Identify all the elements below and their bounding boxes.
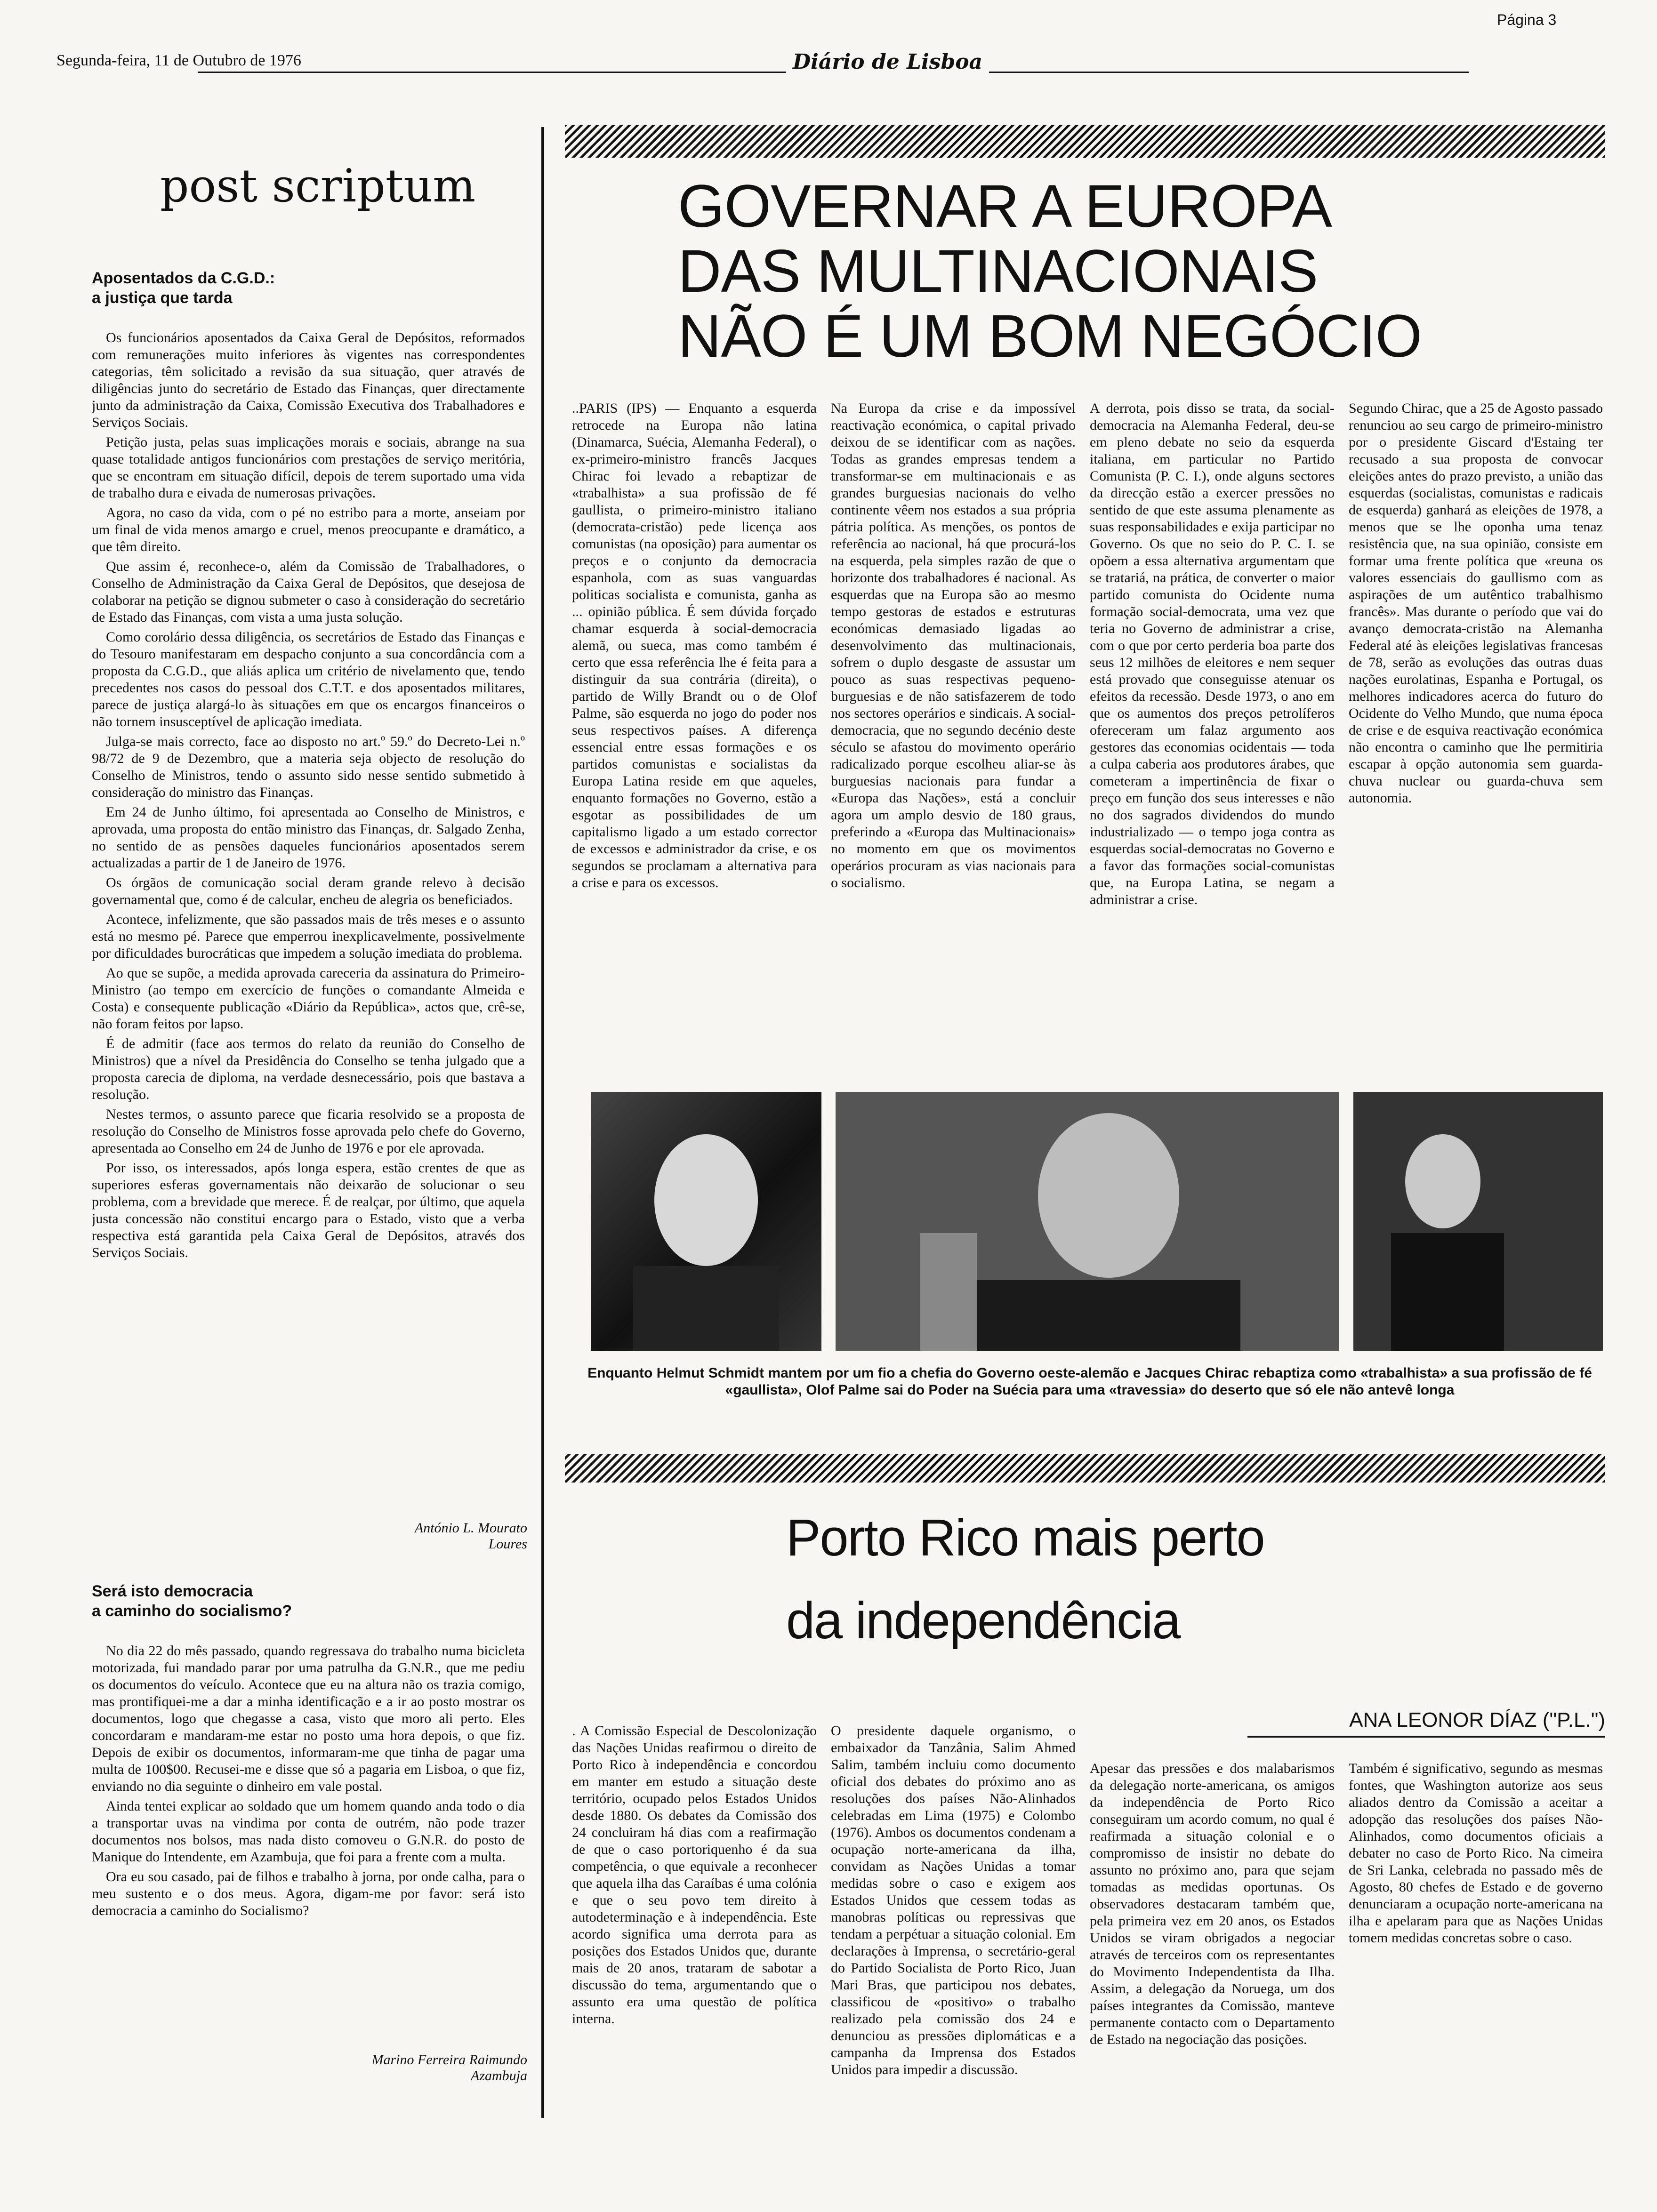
- photo-olof-palme: [1353, 1092, 1603, 1351]
- paragraph: Em 24 de Junho último, foi apresentada ao Conselho de Ministros, e aprovada, uma proposta do então ministro das Finanças, dr. Salgado Zenha, no sentido de as pensões daqueles funcionários aposentados serem actualizadas a partir de 1 de Janeiro de 1976.: [92, 804, 525, 871]
- article1-col1: ..PARIS (IPS) — Enquanto a esquerda retrocede na Europa não latina (Dinamarca, Suécia, Alemanha Federal), o ex-primeiro-ministro francês Jacques Chirac foi levado a rebaptizar de «trabalhista» a sua profissão de fé gaullista, o primeiro-ministro italiano (democrata-cristão) pede licença aos comunistas (na oposição) para aumentar os preços e o conjunto da democracia espanhola, com as suas vanguardas politicas socialista e comunista, ganha as ... opinião pública. É sem dúvida forçado chamar esquerda à social-democracia alemã, ou sueca, mas como também é certo que essa referência lhe é feita para a distinguir da sua contrária (direita), o partido de Willy Brandt ou o de Olof Palme, são esquerda no jogo do poder nos seus respectivos países. A diferença essencial entre essas formações e os partidos comunistas e socialistas da Europa Latina reside em que aqueles, enquanto formações no Governo, estão a esgotar as possibilidades de um capitalismo ligado a um estado corrector de excessos e administrador da crise, e os segundos se proclamam a alternativa para a crise e para os excessos.: [572, 401, 817, 890]
- paragraph: Ainda tentei explicar ao soldado que um homem quando anda todo o dia a transportar uvas na vindima por conta de outrém, não pode trazer documentos nos bolsos, mas nada disto comoveu o G.N.R. do posto de Manique do Intendente, em Azambuja, que foi para a frente com a multa.: [92, 1798, 525, 1865]
- post-scriptum-title: post scriptum: [160, 160, 476, 212]
- paragraph: Por isso, os interessados, após longa espera, estão crentes de que as superiores esferas governamentais não deixarão de solucionar o seu problema, com a brevidade que merece. É de realçar, por último, que aquela justa concessão não constitui encargo para o Estado, visto que a verba respectiva está garantida pela Caixa Geral de Depósitos, através dos Serviços Sociais.: [92, 1160, 525, 1260]
- paragraph: Nestes termos, o assunto parece que ficaria resolvido se a proposta de resolução do Conselho de Ministros fosse aprovada pelo chefe do Governo, apresentada ao Conselho em 24 de Junho de 1976 e por ele aprovada.: [92, 1106, 525, 1156]
- letter2-body: [92, 1643, 525, 2038]
- headline-line3: NÃO É UM BOM NEGÓCIO: [678, 303, 1422, 370]
- letter2-heading-line1: Será isto democracia: [92, 1582, 253, 1600]
- headline-line1: Porto Rico mais perto: [786, 1509, 1264, 1567]
- paragraph: Que assim é, reconhece-o, além da Comissão de Trabalhadores, o Conselho de Administração da Caixa Geral de Depósitos, que desejosa de colaborar na petição se dignou submeter o caso à consideração do secretário de Estado das Finanças, com vista a uma justa solução.: [92, 559, 525, 625]
- article2-col2: O presidente daquele organismo, o embaixador da Tanzânia, Salim Ahmed Salim, também incluiu como documento oficial dos debates do próximo ano as resoluções dos países Não-Alinhados celebradas em Lima (1975) e Colombo (1976). Ambos os documentos condenam a ocupação norte-americana da ilha, convidam as Nações Unidas a tomar medidas sobre o caso e exigem aos Estados Unidos que cessem todas as manobras políticas ou repressivas que tendam a perpétuar a situação colonial. Em declarações à Imprensa, o secretário-geral do Partido Socialista de Porto Rico, Juan Mari Bras, que participou nos debates, classificou de «positivo» o trabalho realizado pela comissão dos 24 e denunciou as pressões diplomáticas e a campanha da Imprensa dos Estados Unidos para impedir a discussão.: [831, 1723, 1076, 2077]
- newspaper-name: Diário de Lisboa: [786, 50, 989, 74]
- column-divider: [541, 127, 544, 2118]
- paragraph: Ora eu sou casado, pai de filhos e trabalho à jorna, por onde calha, para o meu sustento e o dos meus. Agora, digam-me por favor: será isto democracia a caminho do Socialismo?: [92, 1869, 525, 1918]
- headline-line1: GOVERNAR A EUROPA: [678, 173, 1332, 240]
- article2-byline: ANA LEONOR DÍAZ ("P.L."): [1247, 1708, 1605, 1738]
- paragraph: É de admitir (face aos termos do relato da reunião do Conselho de Ministros) que a nível da Presidência do Conselho se tenha julgado que a proposta carecia de diploma, na verdade desnecessário, pois que bastava a resolução.: [92, 1036, 525, 1102]
- photo-jacques-chirac: [836, 1092, 1339, 1351]
- signature-place: Azambuja: [471, 2068, 527, 2084]
- headline-line2: da independência: [786, 1592, 1180, 1650]
- letter2-heading: [92, 1581, 468, 1621]
- photo-caption: Enquanto Helmut Schmidt mantem por um fio a chefia do Governo oeste-alemão e Jacques Chirac rebaptiza como «trabalhista» a sua profissão de fé «gaullista», Olof Palme sai do Poder na Suécia para uma «travessia» do deserto que só ele não antevê longa: [587, 1365, 1592, 1398]
- signature-name: António L. Mourato: [414, 1520, 527, 1536]
- masthead: [56, 11, 1610, 80]
- paragraph: Julga-se mais correcto, face ao disposto no art.º 59.º do Decreto-Lei n.º 98/72 de 9 de Dezembro, que a materia seja objecto de resolução do Conselho de Ministros, tendo o assunto sido nesse sentido submetido à consideração do ministro das Finanças.: [92, 734, 525, 800]
- portrait-silhouette-icon: [1353, 1092, 1603, 1351]
- paragraph: Os funcionários aposentados da Caixa Geral de Depósitos, reformados com remunerações muito inferiores às vigentes nas correspondentes categorias, têm solicitado a revisão da sua situação, quer através de diligências junto do secretário de Estado das Finanças, quer directamente junto da administração da Caixa, Comissão Executiva dos Trabalhadores e Serviços Sociais.: [92, 330, 525, 430]
- paragraph: No dia 22 do mês passado, quando regressava do trabalho numa bicicleta motorizada, fui mandado parar por uma patrulha da G.N.R., que me pediu os documentos do veículo. Acontece que eu na altura não os trazia comigo, mas prontifiquei-me a dar a minha identificação e a ir ao posto mostrar os documentos, logo que chegasse a casa, visto que moro ali perto. Eles concordaram e mandaram-me estar no posto uma hora depois, o que fiz. Depois de exibir os documentos, informaram-me que tinha de pagar uma multa de 100$00. Recusei-me e disse que só a pagaria em Lisboa, o que fiz, enviando no dia seguinte o dinheiro em vale postal.: [92, 1643, 525, 1794]
- article2-col1: . A Comissão Especial de Descolonização das Nações Unidas reafirmou o direito de Porto Rico à independência e concordou em manter em estudo a situação deste território, ocupado pelos Estados Unidos desde 1880. Os debates da Comissão dos 24 concluiram há dias com a reafirmação de que o caso portoriquenho é da sua competência, o que equivale a reconhecer que aquela ilha das Caraíbas é uma colónia e que o seu povo tem direito à autodeterminação e à independência. Este acordo significa uma derrota para as posições dos Estados Unidos que, durante mais de 20 anos, trataram de sabotar a discussão do tema, argumentando que o assunto era uma questão de política interna.: [572, 1723, 817, 2027]
- article1-col2: Na Europa da crise e da impossível reactivação económica, o capital privado deixou de se identificar com as nações. Todas as grandes empresas tendem a transformar-se em multinacionais e as grandes burguesias nacionais do velho continente vêem nos estados a sua própria pátria política. As menções, os pontos de referência ao nacional, há que procurá-los na esquerda, pela simples razão de que o horizonte dos trabalhadores é nacional. As esquerdas que na Europa são ao mesmo tempo gestoras de estados e estruturas económicas demasiado ligadas ao desenvolvimento das multinacionais, sofrem o duplo desgaste de assustar um pouco as suas respectivas pequeno-burguesias e de não satisfazerem de todo nos sectores operários e sindicais. A social-democracia, que no segundo decénio deste século se afastou do movimento operário radicalizado porque escolheu aliar-se às burguesias nacionais para fundar a «Europa das Nações», está a concluir agora um amplo desvio de 180 graus, preferindo a «Europa das Multinacionais» no momento em que os movimentos operários procuram as vias nacionais para o socialismo.: [831, 401, 1076, 890]
- page-number: Página 3: [1497, 11, 1557, 28]
- portrait-silhouette-icon: [836, 1092, 1339, 1351]
- issue-date: Segunda-feira, 11 de Outubro de 1976: [56, 52, 301, 69]
- paragraph: Agora, no caso da vida, com o pé no estribo para a morte, anseiam por um final de vida menos amargo e cruel, menos preocupante e dramático, a que têm direito.: [92, 505, 525, 554]
- paragraph: Petição justa, pelas suas implicações morais e sociais, abrange na sua quase totalidade antigos funcionários com prestações de serviço meritória, que se encontram em situação difícil, depois de terem suportado uma vida de trabalho dura e eivada de numerosas privações.: [92, 434, 525, 501]
- article1-top-rule: [565, 125, 1605, 158]
- signature-name: Marino Ferreira Raimundo: [371, 2052, 527, 2068]
- letter1-heading: [92, 268, 468, 308]
- letter1-heading-line2: a justiça que tarda: [92, 289, 233, 307]
- photo-helmut-schmidt: [591, 1092, 821, 1351]
- letter2-heading-line2: a caminho do socialismo?: [92, 1602, 292, 1620]
- article2-top-rule: [565, 1454, 1605, 1483]
- headline-line2: DAS MULTINACIONAIS: [678, 238, 1318, 305]
- paragraph: Os órgãos de comunicação social deram grande relevo à decisão governamental que, como é de calcular, encheu de alegria os beneficiados.: [92, 875, 525, 907]
- article1-col4: Segundo Chirac, que a 25 de Agosto passado renunciou ao seu cargo de primeiro-ministro por o presidente Giscard d'Estaing ter recusado a sua proposta de convocar eleições antes do prazo previsto, a união das esquerdas (socialistas, comunistas e radicais de esquerda) ganhará as eleições de 1978, a menos que se lhe oponha uma tenaz resistência que, na sua opinião, consiste em formar uma frente política que «reuna os valores essenciais do gaullismo com as aspirações de um autêntico trabalhismo francês». Mas durante o período que vai do avanço democrata-cristão na Alemanha Federal até às eleições legislativas francesas de 78, serão as evoluções das outras duas nações eurolatinas, Espanha e Portugal, os melhores indicadores acerca do futuro do Ocidente do Velho Mundo, que numa época de crise e de esquiva reactivação económica não encontra o caminho que lhe permitiria escapar à opção autonomia sem guarda-chuva nuclear ou guarda-chuva sem autonomia.: [1349, 401, 1603, 806]
- letter1-heading-line1: Aposentados da C.G.D.:: [92, 269, 275, 287]
- portrait-silhouette-icon: [591, 1092, 821, 1351]
- article2-col3: Apesar das pressões e dos malabarismos da delegação norte-americana, os amigos da independência de Porto Rico conseguiram um acordo comum, no qual é reafirmada a situação colonial e o compromisso de insistir no debate do assunto no próximo ano, para que sejam tomadas as medidas oportunas. Os observadores destacaram também que, pela primeira vez em 20 anos, os Estados Unidos se viram obrigados a negociar através de terceiros com os representantes do Movimento Independentista da Ilha. Assim, a delegação da Noruega, um dos países integrantes da Comissão, manteve permanente contacto com o Departamento de Estado na negociação das posições.: [1090, 1761, 1335, 2047]
- paragraph: Acontece, infelizmente, que são passados mais de três meses e o assunto está no mesmo pé. Parece que emperrou inexplicavelmente, possivelmente por dificuldades burocráticas que impedem a solução imediata do problema.: [92, 912, 525, 961]
- article1-col3: A derrota, pois disso se trata, da social-democracia na Alemanha Federal, deu-se em pleno debate no seio da esquerda italiana, em particular no Partido Comunista (P. C. I.), onde alguns sectores da direcção estão a exercer pressões no sentido de que este assuma plenamente as suas responsabilidades e exija participar no Governo. Os que no seio do P. C. I. se opõem a essa alternativa argumentam que se tratariá, na prática, de converter o maior partido comunista do Ocidente numa formação social-democrata, uma vez que teria no Governo de administrar a crise, com o que por certo perderia boa parte dos seus 12 milhões de eleitores e nem sequer está provado que conseguisse atenuar os efeitos da recessão. Desde 1973, o ano em que os aumentos dos preços petrolíferos ofereceram um falaz argumento aos gestores das economias ocidentais — toda a culpa caberia aos produtores árabes, que cometeram a impertinência de fixar o preço em função dos seus interesses e não no dos sagrados dividendos do mundo industrializado — o tempo joga contra as esquerdas social-democratas no Governo e a favor das formações social-comunistas que, na Europa Latina, se negam a administrar a crise.: [1090, 401, 1335, 907]
- letter1-signature: [282, 1520, 527, 1552]
- article2-headline: [786, 1497, 1605, 1662]
- article2-col4: Também é significativo, segundo as mesmas fontes, que Washington autorize aos seus aliados dentro da Comissão a aceitar a adopção das resoluções dos países Não-Alinhados, como documentos oficiais a debater no caso de Porto Rico. Na cimeira de Sri Lanka, celebrada no passado mês de Agosto, 80 chefes de Estado e de governo denunciaram a ocupação norte-americana na ilha e apelaram para que as Nações Unidas tomem medidas concretas sobre o caso.: [1349, 1761, 1603, 1946]
- paragraph: Ao que se supõe, a medida aprovada careceria da assinatura do Primeiro-Ministro (ao tempo em exercício de funções o comandante Almeida e Costa) e consequente publicação «Diário da República», actos que, crê-se, não foram feitos por lapso.: [92, 965, 525, 1032]
- signature-place: Loures: [488, 1536, 527, 1552]
- paragraph: Como corolário dessa diligência, os secretários de Estado das Finanças e do Tesouro manifestaram em despacho conjunto a sua concordância com a proposta da C.G.D., que aliás aplica um critério de nivelamento que, tendo precedentes nos casos do pessoal dos C.T.T. e dos aposentados militares, parece de justiça alargá-lo às situações em que os encargos financeiros o não tornem insusceptível de aplicação imediata.: [92, 629, 525, 729]
- article1-headline: [678, 174, 1605, 369]
- letter2-signature: [282, 2052, 527, 2084]
- letter1-body: [92, 329, 525, 1468]
